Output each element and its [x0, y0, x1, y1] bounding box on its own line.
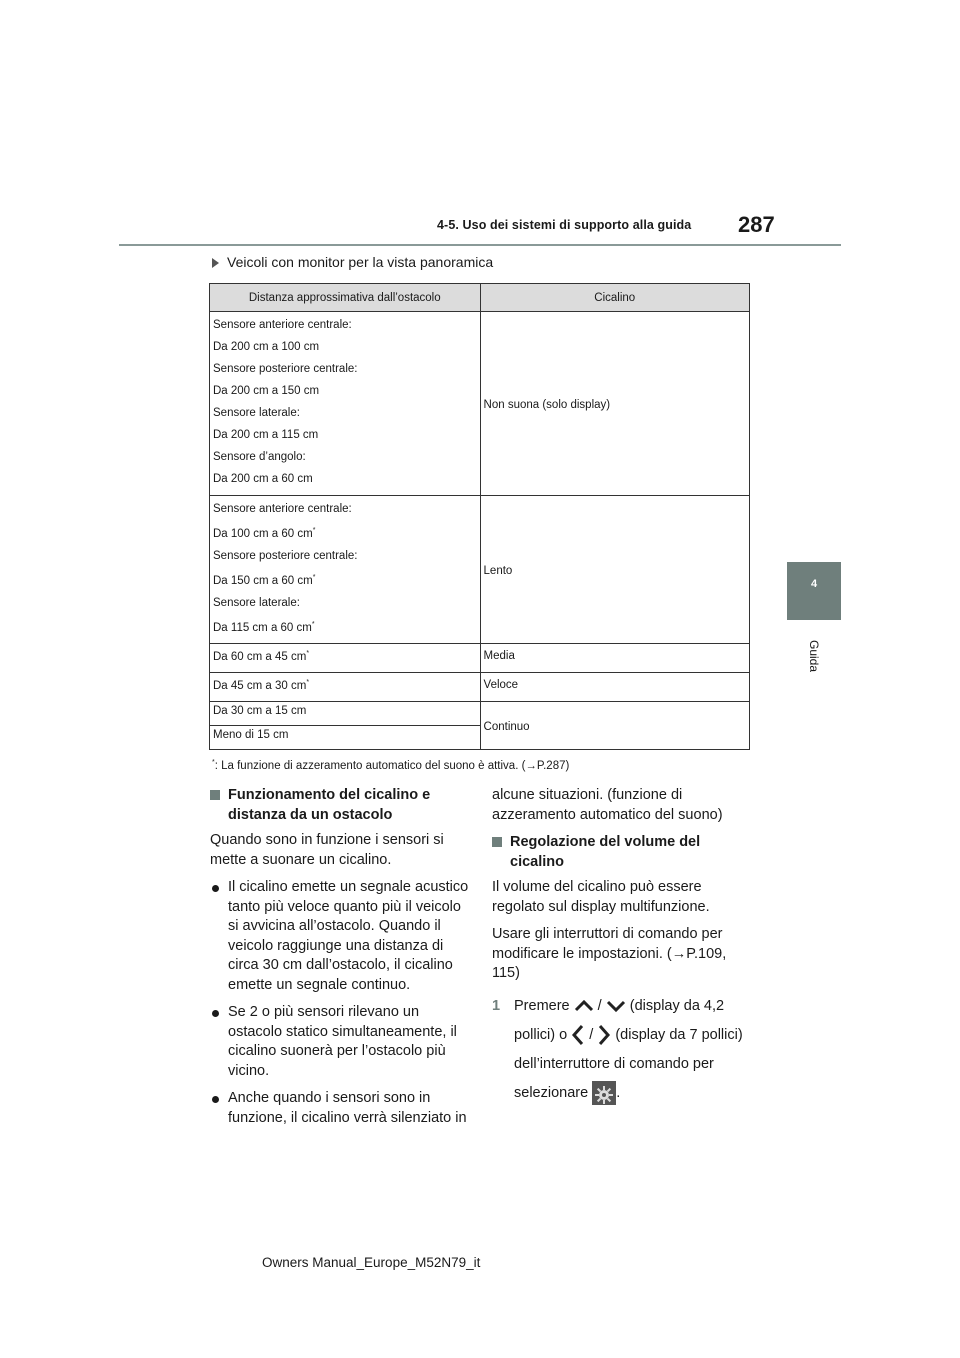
distance-value: Da 200 cm a 150 cm	[213, 385, 320, 397]
beep-cell: Veloce	[480, 673, 749, 702]
sensor-label: Sensore posteriore centrale:	[213, 549, 358, 562]
beep-cell: Non suona (solo display)	[480, 312, 749, 496]
distance-value: Da 150 cm a 60 cm*	[213, 573, 316, 587]
footer-text: Owners Manual_Europe_M52N79_it	[262, 1255, 481, 1270]
square-bullet-icon	[210, 790, 220, 800]
beep-cell: Lento	[480, 496, 749, 644]
left-arrow-icon	[571, 1024, 585, 1046]
paragraph: alcune situazioni. (funzione di azzeramento automatico del suono)	[492, 787, 723, 823]
distance-value: Da 200 cm a 100 cm	[213, 341, 320, 353]
paragraph: Usare gli interruttori di comando per modificare le impostazioni. (→P.109, 115)	[492, 926, 727, 981]
beep-cell: Continuo	[480, 702, 749, 750]
distance-value: Da 200 cm a 115 cm	[213, 429, 319, 441]
right-arrow-icon	[597, 1024, 611, 1046]
distance-cell: Meno di 15 cm	[210, 726, 481, 750]
sensor-label: Sensore laterale:	[213, 407, 300, 419]
sensor-label: Sensore anteriore centrale:	[213, 319, 352, 331]
step-number: 1	[492, 997, 501, 1014]
subheading: Regolazione del volume del cicalino	[492, 833, 757, 872]
table-row	[210, 496, 750, 644]
page-number: 287	[738, 212, 775, 237]
right-column	[492, 786, 757, 1108]
square-bullet-icon	[492, 837, 502, 847]
table-heading-text: Veicoli con monitor per la vista panoramica	[227, 254, 494, 270]
chapter-number: 4	[810, 578, 818, 590]
sensor-label: Sensore anteriore centrale:	[213, 503, 352, 515]
up-arrow-icon	[574, 999, 594, 1013]
beep-cell: Media	[480, 644, 749, 673]
paragraph: Il volume del cicalino può essere regolato sul display multifunzione.	[492, 879, 710, 915]
table-row	[210, 312, 750, 496]
table-row	[210, 644, 750, 673]
bullet-item: Se 2 o più sensori rilevano un ostacolo statico simultaneamente, il cicalino suonerà per l’ostacolo più vicino.	[210, 1003, 470, 1081]
subheading: Funzionamento del cicalino e distanza da un ostacolo	[210, 786, 470, 825]
distance-cell: Da 45 cm a 30 cm*	[210, 673, 481, 702]
distance-value: Da 115 cm a 60 cm*	[213, 620, 315, 634]
bullet-dot-icon	[212, 885, 219, 892]
sensor-label: Sensore posteriore centrale:	[213, 363, 358, 375]
distance-cell	[210, 496, 481, 644]
beep-distance-table	[209, 283, 750, 750]
step-item: 1 Premere / (display da 4,2 pollici) o / (display da 7 pollici) dell’interruttore di comando per selezionare .	[492, 992, 757, 1108]
table-footnote: *: La funzione di azzeramento automatico del suono è attiva. (→P.287)	[212, 759, 570, 772]
bullet-dot-icon	[212, 1096, 219, 1103]
header-distance: Distanza approssimativa dall’ostacolo	[210, 284, 481, 312]
table-row	[210, 673, 750, 702]
header-beep: Cicalino	[480, 284, 749, 312]
left-column	[210, 786, 470, 1136]
sensor-label: Sensore laterale:	[213, 596, 300, 609]
bullet-item: Il cicalino emette un segnale acustico tanto più veloce quanto più il veicolo si avvicina all’ostacolo. Quando il veicolo raggiunge una distanza di circa 30 cm dall’ostacolo, il cicalino emette un segnale continuo.	[210, 878, 470, 995]
distance-value: Da 100 cm a 60 cm*	[213, 527, 316, 540]
distance-cell	[210, 312, 481, 496]
chapter-tab	[787, 562, 841, 620]
paragraph: Quando sono in funzione i sensori si mette a suonare un cicalino.	[210, 832, 444, 868]
distance-value: Da 200 cm a 60 cm	[213, 473, 313, 485]
chapter-name-label: Guida	[807, 639, 821, 673]
sensor-label: Sensore d’angolo:	[213, 451, 306, 463]
distance-cell: Da 60 cm a 45 cm*	[210, 644, 481, 673]
settings-gear-icon	[592, 1081, 616, 1105]
table-row	[210, 702, 750, 726]
table-heading	[212, 254, 493, 270]
header-rule	[119, 244, 841, 246]
triangle-bullet-icon	[212, 258, 219, 268]
bullet-item: Anche quando i sensori sono in funzione, il cicalino verrà silenziato in	[210, 1089, 470, 1128]
distance-cell: Da 30 cm a 15 cm	[210, 702, 481, 726]
table-header-row	[210, 284, 750, 312]
down-arrow-icon	[606, 999, 626, 1013]
chapter-name	[787, 626, 841, 686]
bullet-dot-icon	[212, 1010, 219, 1017]
section-title: 4-5. Uso dei sistemi di supporto alla guida	[437, 218, 692, 232]
